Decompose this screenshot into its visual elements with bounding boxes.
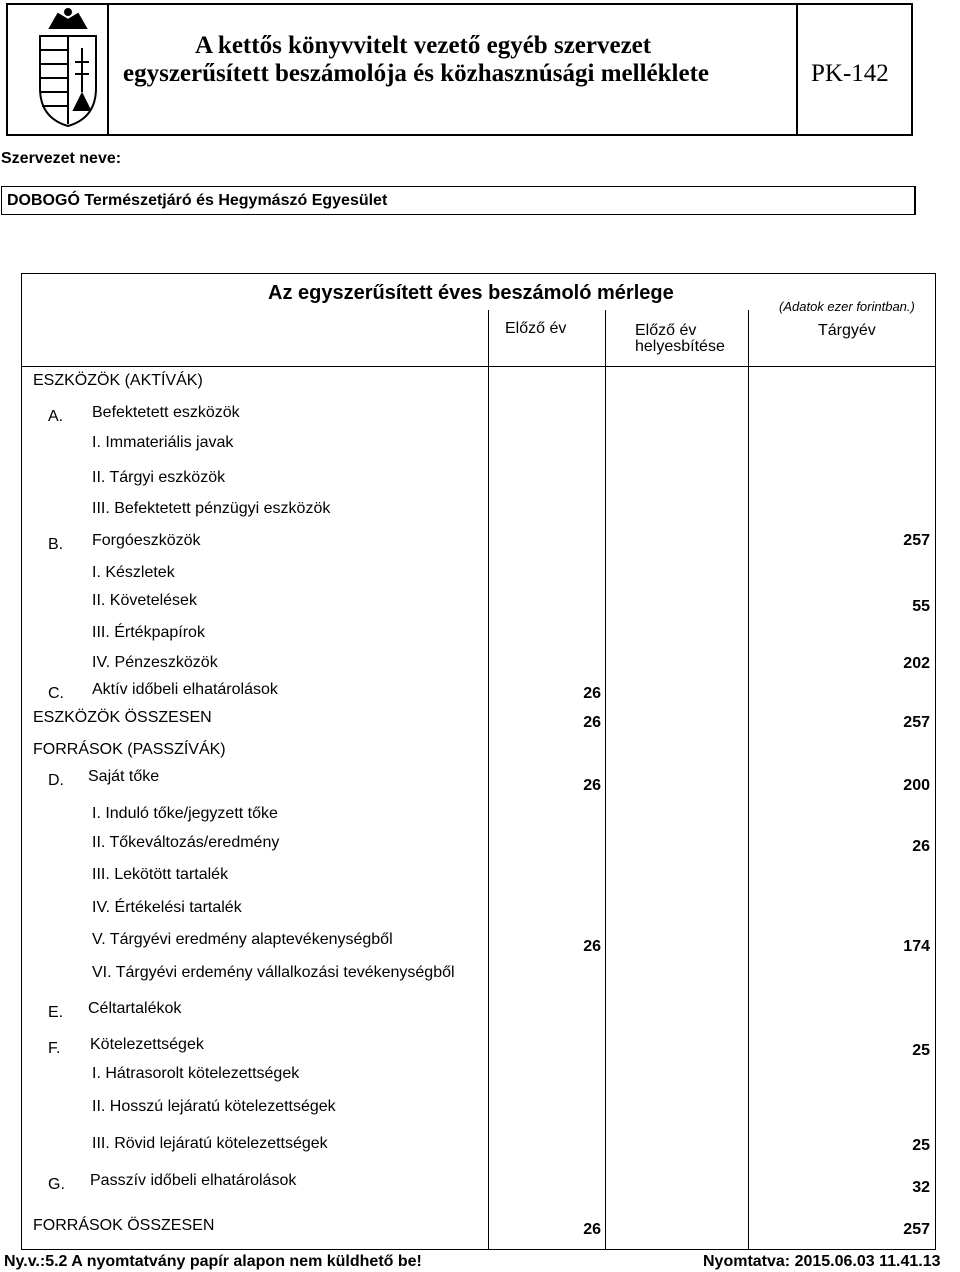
row-label: II. Követelések	[92, 592, 197, 609]
column-divider	[488, 310, 489, 1250]
row-label: Aktív időbeli elhatárolások	[92, 681, 278, 698]
row-label: FORRÁSOK (PASSZÍVÁK)	[33, 741, 226, 758]
row-label: III. Lekötött tartalék	[92, 866, 229, 883]
current-year-value: 200	[903, 777, 930, 794]
row-label: III. Értékpapírok	[92, 624, 205, 641]
row-label: FORRÁSOK ÖSSZESEN	[33, 1217, 215, 1234]
current-year-value: 32	[912, 1179, 930, 1196]
column-header-previous-year-adjustment-line2: helyesbítése	[635, 338, 725, 355]
organization-name: DOBOGÓ Természetjáró és Hegymászó Egyesület	[7, 192, 388, 209]
organization-label: Szervezet neve:	[1, 150, 122, 167]
table-header-divider	[21, 366, 936, 367]
row-label: ESZKÖZÖK (AKTÍVÁK)	[33, 372, 203, 389]
current-year-value: 257	[903, 532, 930, 549]
row-label: V. Tárgyévi eredmény alaptevékenységből	[92, 931, 393, 948]
row-letter: A.	[48, 408, 64, 425]
row-letter: D.	[48, 772, 64, 789]
previous-year-value: 26	[583, 938, 601, 955]
units-note: (Adatok ezer forintban.)	[779, 299, 915, 314]
row-label: II. Tőkeváltozás/eredmény	[92, 834, 280, 851]
current-year-value: 202	[903, 655, 930, 672]
column-header-previous-year-adjustment-line1: Előző év	[635, 322, 697, 339]
current-year-value: 26	[912, 838, 930, 855]
row-label: I. Hátrasorolt kötelezettségek	[92, 1065, 300, 1082]
current-year-value: 25	[912, 1042, 930, 1059]
previous-year-value: 26	[583, 1221, 601, 1238]
row-label: Céltartalékok	[88, 1000, 182, 1017]
row-label: ESZKÖZÖK ÖSSZESEN	[33, 709, 212, 726]
row-label: Passzív időbeli elhatárolások	[90, 1172, 297, 1189]
current-year-value: 55	[912, 598, 930, 615]
current-year-value: 25	[912, 1137, 930, 1154]
header-divider	[107, 3, 109, 136]
previous-year-value: 26	[583, 777, 601, 794]
row-letter: C.	[48, 685, 64, 702]
row-label: Kötelezettségek	[90, 1036, 204, 1053]
column-header-current-year: Tárgyév	[818, 322, 876, 339]
row-letter: B.	[48, 536, 64, 553]
coat-of-arms-icon	[28, 6, 108, 130]
row-label: Forgóeszközök	[92, 532, 201, 549]
current-year-value: 257	[903, 1221, 930, 1238]
row-label: III. Befektetett pénzügyi eszközök	[92, 500, 331, 517]
form-title-line2: egyszerűsített beszámolója és közhasznúsági melléklete	[123, 60, 709, 87]
row-label: III. Rövid lejáratú kötelezettségek	[92, 1135, 328, 1152]
row-label: II. Hosszú lejáratú kötelezettségek	[92, 1098, 336, 1115]
table-title: Az egyszerűsített éves beszámoló mérlege	[268, 282, 674, 304]
row-letter: G.	[48, 1176, 65, 1193]
row-label: I. Induló tőke/jegyzett tőke	[92, 805, 278, 822]
row-label: I. Immateriális javak	[92, 434, 234, 451]
print-timestamp: Nyomtatva: 2015.06.03 11.41.13	[703, 1253, 941, 1270]
current-year-value: 257	[903, 714, 930, 731]
row-label: Befektetett eszközök	[92, 404, 240, 421]
previous-year-value: 26	[583, 714, 601, 731]
form-title-line1: A kettős könyvvitelt vezető egyéb szervezet	[195, 32, 652, 59]
footer-note: Ny.v.:5.2 A nyomtatvány papír alapon nem küldhető be!	[4, 1253, 422, 1270]
form-code: PK-142	[811, 60, 889, 87]
column-header-previous-year: Előző év	[505, 320, 567, 337]
column-divider	[748, 310, 749, 1250]
column-divider	[605, 310, 606, 1250]
row-label: VI. Tárgyévi erdemény vállalkozási tevékenységből	[92, 964, 455, 981]
row-label: II. Tárgyi eszközök	[92, 469, 226, 486]
header-divider	[796, 3, 798, 136]
previous-year-value: 26	[583, 685, 601, 702]
row-letter: E.	[48, 1004, 64, 1021]
row-label: I. Készletek	[92, 564, 175, 581]
current-year-value: 174	[903, 938, 930, 955]
row-label: IV. Értékelési tartalék	[92, 899, 242, 916]
row-label: IV. Pénzeszközök	[92, 654, 218, 671]
row-letter: F.	[48, 1040, 61, 1057]
row-label: Saját tőke	[88, 768, 160, 785]
